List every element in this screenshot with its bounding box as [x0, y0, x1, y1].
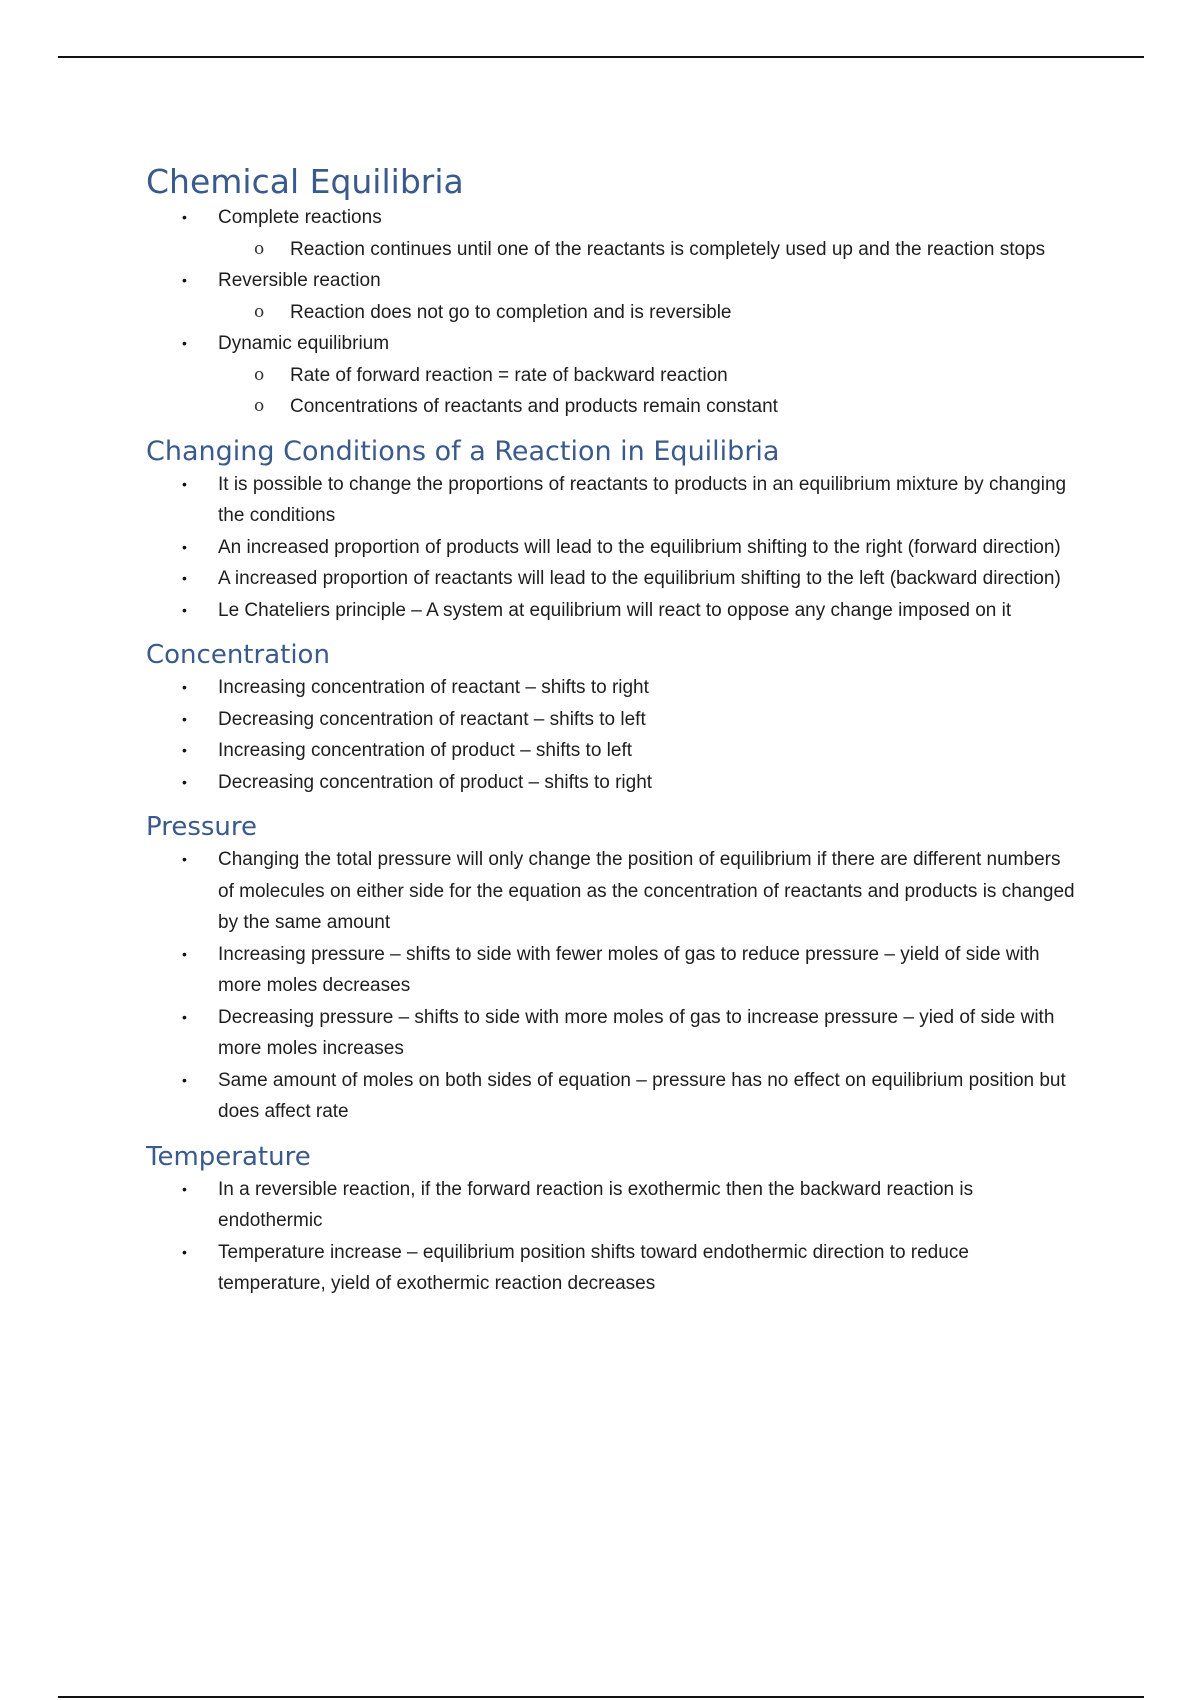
list-item-text: Dynamic equilibrium	[218, 333, 390, 354]
bullet-icon: •	[182, 538, 187, 555]
page-title: Chemical Equilibria	[146, 162, 464, 201]
sub-list-item-text: Reaction does not go to completion and is reversible	[290, 301, 732, 323]
sub-list-item	[254, 391, 1076, 423]
sub-list-item-text: Rate of forward reaction = rate of backward reaction	[290, 364, 728, 386]
list-item-text: It is possible to change the proportions of reactants to products in an equilibrium mixture by changing the conditions	[218, 473, 1067, 526]
sub-bullet-icon: o	[254, 238, 265, 259]
list-item	[182, 735, 1076, 767]
footer-rule	[58, 1696, 1144, 1698]
list-item-text: An increased proportion of products will lead to the equilibrium shifting to the right (forward direction)	[218, 536, 1061, 558]
section-concentration	[146, 638, 1076, 798]
list-item	[182, 595, 1076, 627]
section-changing-conditions	[146, 435, 1076, 627]
list-item	[182, 202, 1076, 265]
list-item-text: Complete reactions	[218, 207, 382, 228]
sub-list-item	[254, 234, 1076, 266]
list-item-text: Increasing concentration of reactant – shifts to right	[218, 677, 649, 698]
bullet-icon: •	[182, 272, 187, 288]
list-item-text: Changing the total pressure will only change the position of equilibrium if there are different numbers of molecules on either side for the equation as the concentration of reactants and products is changed by the same amount	[218, 849, 1075, 933]
sub-list-item	[254, 297, 1076, 329]
section-heading: Pressure	[146, 812, 258, 842]
sub-list	[218, 297, 1076, 329]
bullet-list	[146, 1174, 1076, 1300]
bullet-icon: •	[182, 1008, 187, 1025]
list-item-text: Same amount of moles on both sides of equation – pressure has no effect on equilibrium position but does affect rate	[218, 1069, 1066, 1122]
list-item	[182, 1174, 1076, 1237]
section-chemical-equilibria	[146, 162, 1076, 423]
list-item-text: In a reversible reaction, if the forward reaction is exothermic then the backward reaction is endothermic	[218, 1178, 974, 1231]
sub-list-item-text: Reaction continues until one of the reactants is completely used up and the reaction stops	[290, 238, 1046, 260]
header-rule	[58, 56, 1144, 58]
list-item	[182, 1065, 1076, 1128]
bullet-icon: •	[182, 1071, 187, 1088]
section-pressure	[146, 810, 1076, 1128]
list-item-text: A increased proportion of reactants will lead to the equilibrium shifting to the left (backward direction)	[218, 568, 1061, 589]
bullet-icon: •	[182, 945, 187, 962]
list-item-text: Decreasing concentration of product – shifts to right	[218, 771, 653, 793]
bullet-icon: •	[182, 710, 187, 727]
list-item	[182, 767, 1076, 799]
list-item-text: Le Chateliers principle – A system at equilibrium will react to oppose any change imposed on it	[218, 599, 1012, 621]
bullet-icon: •	[182, 851, 187, 867]
list-item-text: Decreasing concentration of reactant – shifts to left	[218, 708, 646, 730]
bullet-icon: •	[182, 570, 187, 586]
bullet-icon: •	[182, 209, 187, 225]
list-item-text: Increasing pressure – shifts to side with fewer moles of gas to reduce pressure – yield of side with more moles decreases	[218, 943, 1040, 996]
list-item	[182, 563, 1076, 595]
bullet-icon: •	[182, 475, 187, 492]
sub-list	[218, 360, 1076, 423]
sub-bullet-icon: o	[254, 396, 265, 416]
bullet-icon: •	[182, 773, 187, 790]
sub-bullet-icon: o	[254, 301, 265, 322]
list-item-text: Temperature increase – equilibrium position shifts toward endothermic direction to reduce temperature, yield of exothermic reaction decreases	[218, 1241, 969, 1294]
list-item	[182, 939, 1076, 1002]
bullet-icon: •	[182, 742, 187, 758]
bullet-list	[146, 469, 1076, 627]
bullet-icon: •	[182, 335, 187, 351]
list-item	[182, 704, 1076, 736]
section-heading: Temperature	[146, 1141, 311, 1172]
bullet-icon: •	[182, 601, 187, 618]
document-body	[146, 162, 1076, 1300]
bullet-icon: •	[182, 1243, 187, 1260]
list-item	[182, 469, 1076, 532]
list-item	[182, 1002, 1076, 1065]
section-temperature	[146, 1140, 1076, 1300]
bullet-list	[146, 202, 1076, 423]
list-item	[182, 265, 1076, 328]
section-heading: Changing Conditions of a Reaction in Equilibria	[146, 435, 780, 467]
list-item-text: Decreasing pressure – shifts to side with more moles of gas to increase pressure – yied of side with more moles increases	[218, 1006, 1055, 1059]
list-item	[182, 1237, 1076, 1300]
sub-list-item-text: Concentrations of reactants and products remain constant	[290, 396, 778, 417]
bullet-list	[146, 844, 1076, 1128]
list-item	[182, 328, 1076, 423]
bullet-list	[146, 672, 1076, 798]
list-item-text: Reversible reaction	[218, 270, 381, 291]
sub-list	[218, 234, 1076, 266]
list-item	[182, 672, 1076, 704]
bullet-icon: •	[182, 1180, 187, 1197]
sub-list-item	[254, 360, 1076, 392]
sub-bullet-icon: o	[254, 364, 265, 385]
list-item-text: Increasing concentration of product – shifts to left	[218, 740, 633, 761]
list-item	[182, 532, 1076, 564]
bullet-icon: •	[182, 679, 187, 695]
section-heading: Concentration	[146, 640, 330, 670]
list-item	[182, 844, 1076, 939]
